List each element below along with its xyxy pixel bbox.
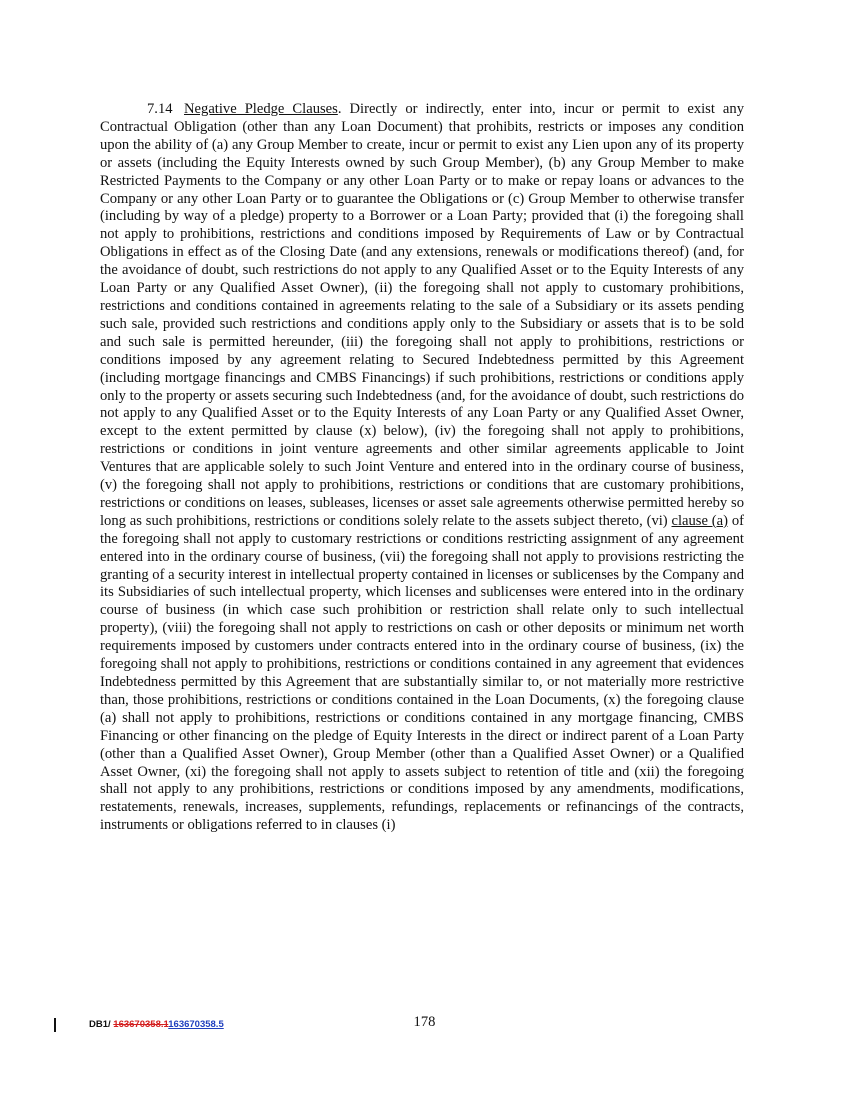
inserted-document-id: 163670358.5 — [168, 1019, 224, 1030]
deleted-document-id: 163670358.1 — [113, 1019, 169, 1030]
section-number: 7.14 — [147, 101, 173, 117]
section-7-14-paragraph — [100, 101, 744, 835]
clause-a-reference: clause (a) — [671, 512, 728, 529]
section-text-part2: of the foregoing shall not apply to customary restrictions or conditions restricting assignment of any agreement entered into in the ordinary course of business, (vii) the foregoing shall not apply to provisions restricting the granting of a security interest in intellectual property contained in licenses or sublicenses by the Company and its Subsidiaries of such intellectual property, which licenses and sublicenses were entered into in the ordinary course of business (in which case such prohibition or restriction shall relate only to such intellectual property), (viii) the foregoing shall not apply to restrictions on cash or other deposits or minimum net worth requirements imposed by customers under contracts entered into in the ordinary course of business, (ix) the foregoing shall not apply to prohibitions, restrictions or conditions contained in any agreement that evidences Indebtedness permitted by this Agreement that are substantially similar to, or not materially more restrictive than, those prohibitions, restrictions or conditions contained in the Loan Documents, (x) the foregoing clause (a) shall not apply to prohibitions, restrictions or conditions contained in any mortgage financing, CMBS Financing or other financing on the pledge of Equity Interests in the direct or indirect parent of a Loan Party (other than a Qualified Asset Owner), Group Member (other than a Qualified Asset Owner) or a Qualified Asset Owner, (xi) the foregoing shall not apply to assets subject to retention of title and (xii) the foregoing shall not apply to any prohibitions, restrictions or conditions imposed by any amendments, modifications, restatements, renewals, increases, supplements, refundings, replacements or refinancings of the contracts, instruments or obligations referred to in clauses (i) — [100, 512, 744, 834]
page-number: 178 — [413, 1014, 436, 1030]
document-id-prefix: DB1/ — [89, 1019, 114, 1030]
section-text-part1: . Directly or indirectly, enter into, incur or permit to exist any Contractual Obligation (other than any Loan Document) that prohibits, restricts or imposes any condition upon the ability of (a) any Group Member to create, incur or permit to exist any Lien upon any of its property or assets (including the Equity Interests owned by such Group Member), (b) any Group Member to make Restricted Payments to the Company or any other Loan Party or to make or repay loans or advances to the Company or any other Loan Party or to guarantee the Obligations or (c) Group Member to otherwise transfer (including by way of a pledge) property to a Borrower or a Loan Party; provided that (i) the foregoing shall not apply to prohibitions, restrictions and conditions imposed by Requirements of Law or by Contractual Obligations in effect as of the Closing Date (and any extensions, renewals or modifications thereof) (and, for the avoidance of doubt, such restrictions do not apply to any Qualified Asset or to the Equity Interests of any Loan Party or any Qualified Asset Owner), (ii) the foregoing shall not apply to customary prohibitions, restrictions and conditions contained in agreements relating to the sale of a Subsidiary or its assets pending such sale, provided such restrictions and conditions apply only to the Subsidiary or assets that is to be sold and such sale is permitted hereunder, (iii) the foregoing shall not apply to prohibitions, restrictions or conditions imposed by any agreement relating to Secured Indebtedness permitted by this Agreement (including mortgage financings and CMBS Financings) if such prohibitions, restrictions or conditions apply only to the property or assets securing such Indebtedness (and, for the avoidance of doubt, such restrictions do not apply to any Qualified Asset or to the Equity Interests of any Loan Party or any Qualified Asset Owner, except to the extent permitted by clause (x) below), (iv) the foregoing shall not apply to prohibitions, restrictions or conditions in joint venture agreements and other similar agreements applicable to Joint Ventures that are applicable solely to such Joint Venture and entered into in the ordinary course of business, (v) the foregoing shall not apply to prohibitions, restrictions or conditions that are customary prohibitions, restrictions or conditions on leases, subleases, licenses or asset sale agreements otherwise permitted hereby so long as such prohibitions, restrictions or conditions solely relate to the assets subject thereto, (vi) — [100, 101, 744, 529]
section-heading: Negative Pledge Clauses — [184, 101, 338, 117]
